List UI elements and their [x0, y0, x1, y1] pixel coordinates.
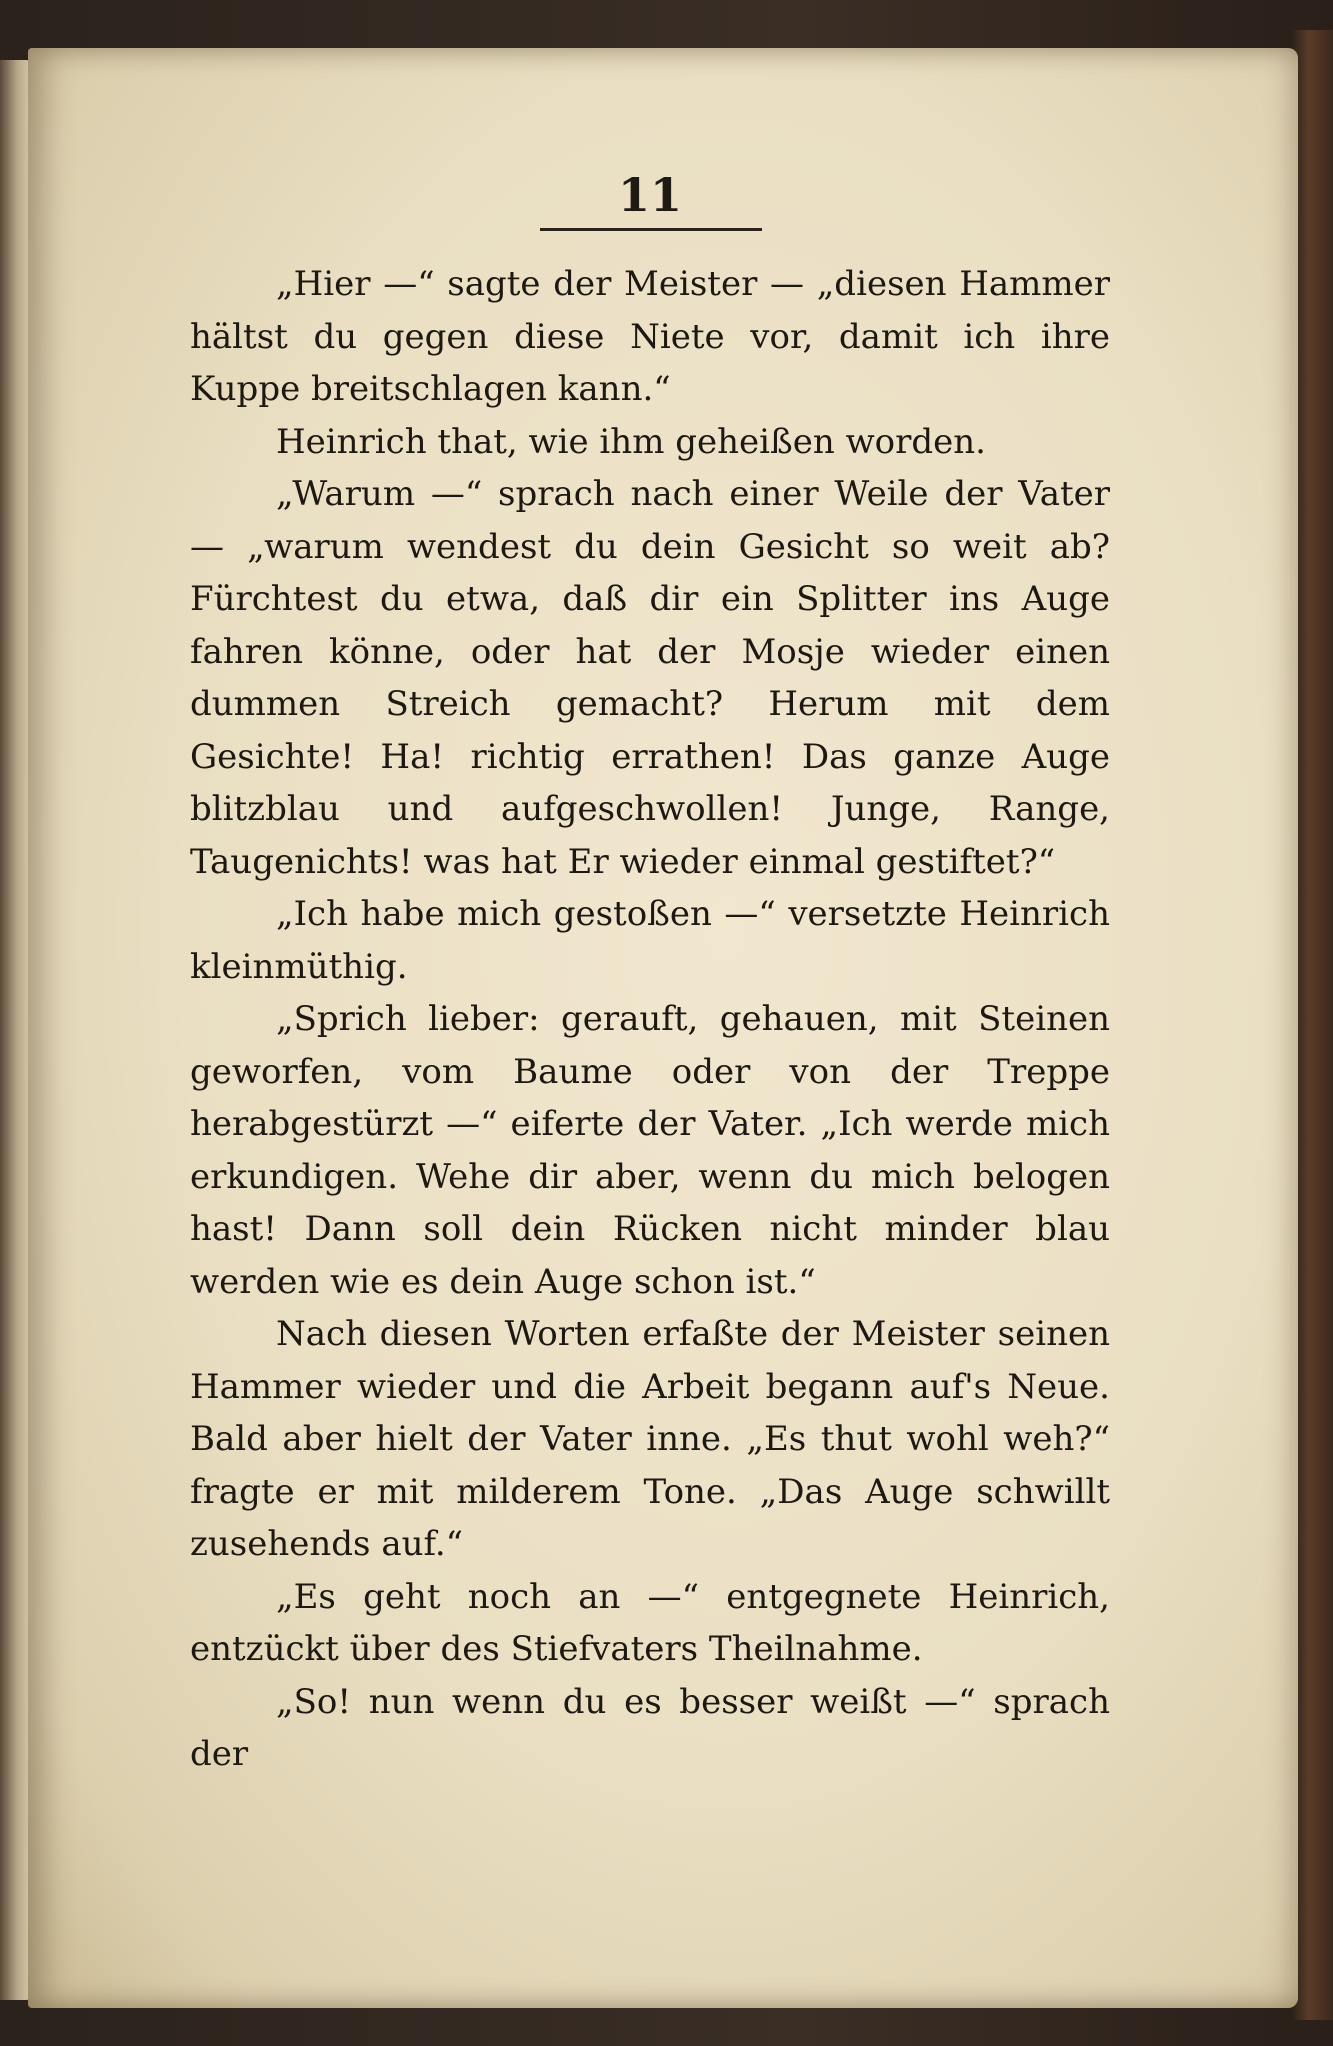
paragraph: „Warum —“ sprach nach einer Weile der Vater — „warum wendest du dein Gesicht so weit ab? Fürchtest du etwa, daß dir ein Splitter ins Auge fahren könne, oder hat der Mosje wieder einen dummen Streich gemacht? Herum mit dem Gesichte! Ha! richtig errathen! Das ganze Auge blitzblau und aufgeschwollen! Junge, Range, Taugenichts! was hat Er wieder einmal gestiftet?“	[190, 474, 1110, 882]
paragraph: „So! nun wenn du es besser weißt —“ sprach der	[190, 1681, 1110, 1774]
page-text	[190, 258, 1110, 1781]
paragraph: „Ich habe mich gestoßen —“ versetzte Heinrich kleinmüthig.	[190, 894, 1110, 987]
paragraph: Nach diesen Worten erfaßte der Meister seinen Hammer wieder und die Arbeit begann auf's Neue. Bald aber hielt der Vater inne. „Es thut wohl weh?“ fragte er mit milderem Tone. „Das Auge schwillt zusehends auf.“	[190, 1314, 1110, 1564]
paragraph: „Sprich lieber: gerauft, gehauen, mit Steinen geworfen, vom Baume oder von der Treppe herabgestürzt —“ eiferte der Vater. „Ich werde mich erkundigen. Wehe dir aber, wenn du mich belogen hast! Dann soll dein Rücken nicht minder blau werden wie es dein Auge schon ist.“	[190, 999, 1110, 1302]
paragraph: Heinrich that, wie ihm geheißen worden.	[276, 421, 986, 462]
book-binding	[1293, 30, 1333, 2020]
paragraph: „Hier —“ sagte der Meister — „diesen Hammer hältst du gegen diese Niete vor, damit ich ihre Kuppe breitschlagen kann.“	[190, 264, 1110, 409]
page-number: 11	[617, 168, 682, 222]
paragraph: „Es geht noch an —“ entgegnete Heinrich, entzückt über des Stiefvaters Theilnahme.	[190, 1576, 1110, 1669]
header-rule	[540, 228, 762, 231]
